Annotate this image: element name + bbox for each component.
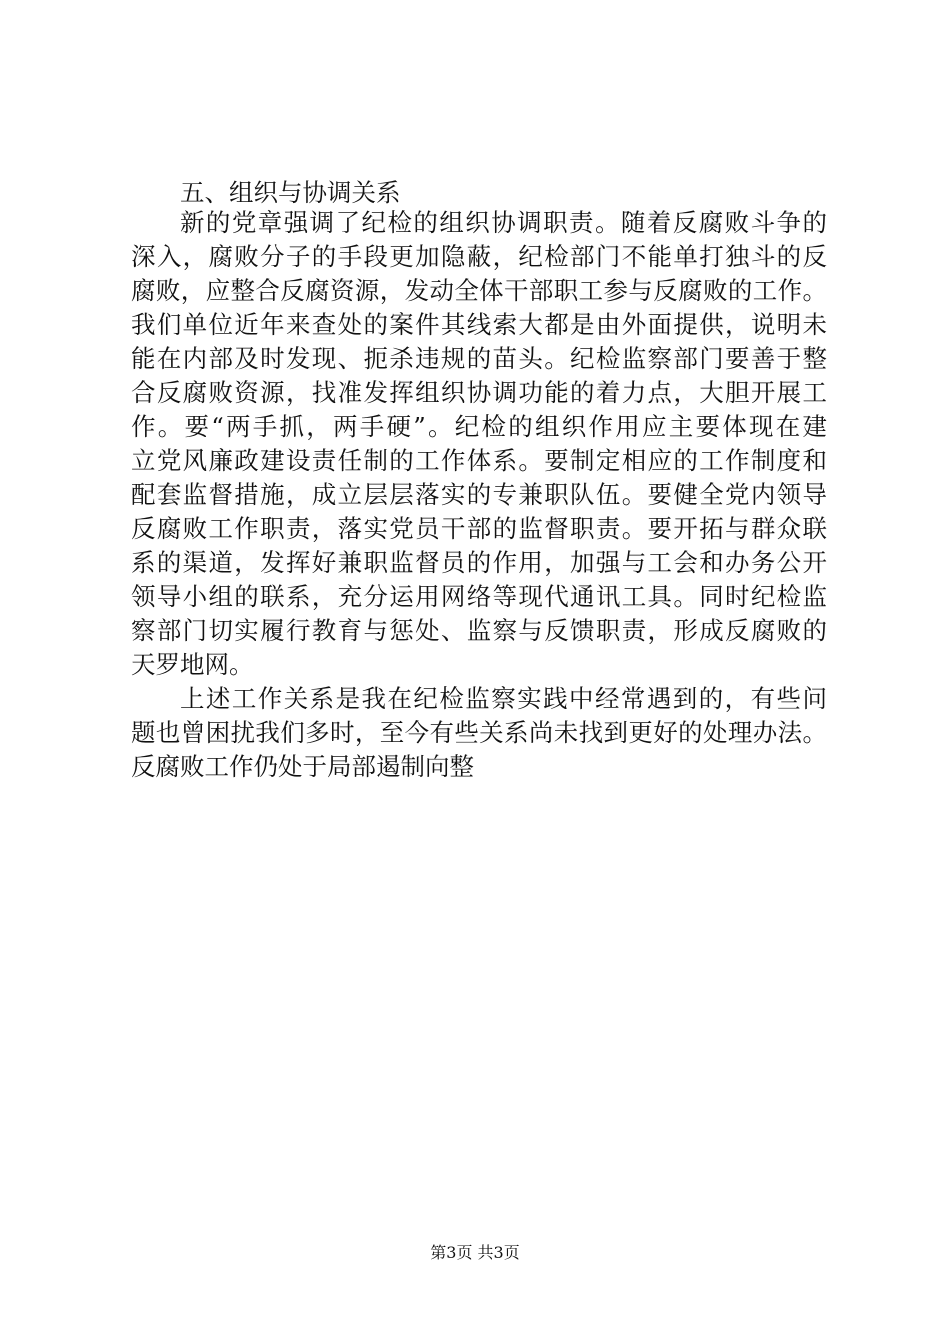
paragraph-line: 新的党章强调了纪检的组织协调职责。随着反腐败斗争的 [180,208,827,237]
paragraph-line: 察部门切实履行教育与惩处、监察与反馈职责，形成反腐败的 [131,616,827,645]
paragraph-line: 系的渠道，发挥好兼职监督员的作用，加强与工会和办务公开 [131,548,827,577]
paragraph-line: 作。要“两手抓，两手硬”。纪检的组织作用应主要体现在建 [131,412,827,441]
paragraph-line: 题也曾困扰我们多时，至今有些关系尚未找到更好的处理办法。 [131,718,827,747]
paragraph-line: 深入，腐败分子的手段更加隐蔽，纪检部门不能单打独斗的反 [131,242,827,271]
paragraph-line: 腐败，应整合反腐资源，发动全体干部职工参与反腐败的工作。 [131,276,827,305]
paragraph-line: 合反腐败资源，找准发挥组织协调功能的着力点，大胆开展工 [131,378,827,407]
paragraph-line: 天罗地网。 [131,650,254,679]
paragraph-line: 反腐败工作仍处于局部遏制向整 [131,752,474,781]
section-heading: 五、组织与协调关系 [180,178,401,207]
paragraph-line: 领导小组的联系，充分运用网络等现代通讯工具。同时纪检监 [131,582,827,611]
page-number-footer: 第3页 共3页 [430,1243,520,1262]
paragraph-line: 配套监督措施，成立层层落实的专兼职队伍。要健全党内领导 [131,480,827,509]
paragraph-line: 能在内部及时发现、扼杀违规的苗头。纪检监察部门要善于整 [131,344,827,373]
paragraph-line: 我们单位近年来查处的案件其线索大都是由外面提供，说明未 [131,310,827,339]
paragraph-line: 反腐败工作职责，落实党员干部的监督职责。要开拓与群众联 [131,514,827,543]
paragraph-line: 立党风廉政建设责任制的工作体系。要制定相应的工作制度和 [131,446,827,475]
paragraph-line: 上述工作关系是我在纪检监察实践中经常遇到的，有些问 [180,684,827,713]
